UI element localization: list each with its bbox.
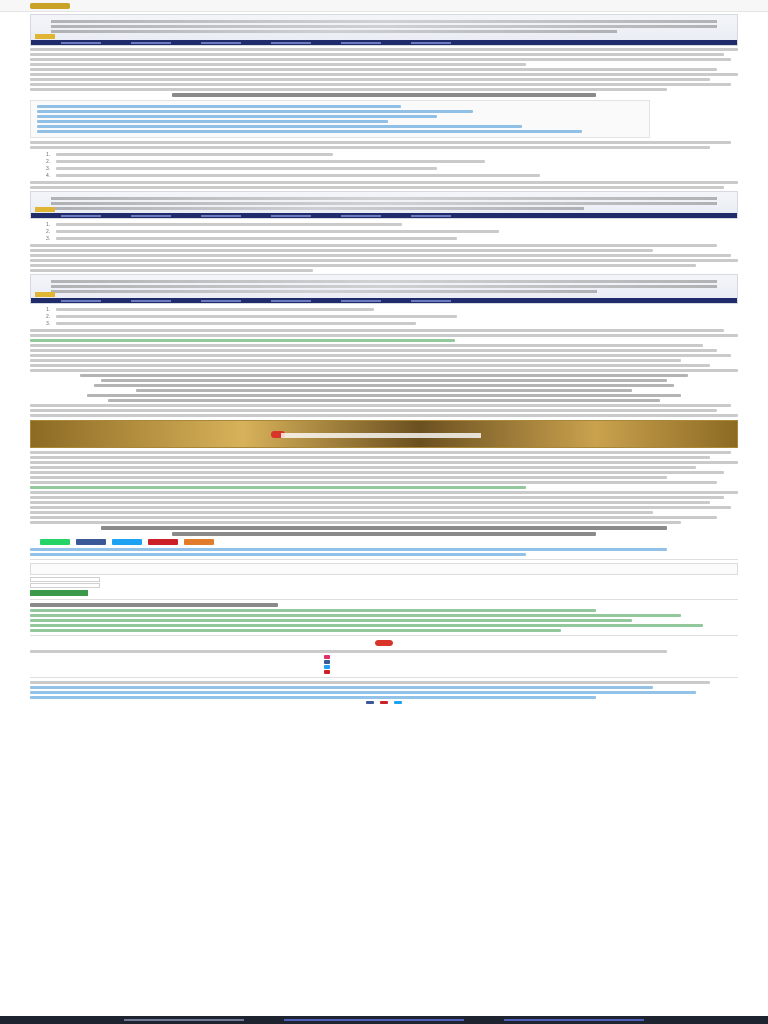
ordered-list: 1. 2. 3. 4. <box>30 151 738 179</box>
facebook-icon[interactable] <box>366 701 374 704</box>
toc-item[interactable] <box>37 130 582 133</box>
youtube-icon[interactable] <box>375 640 393 646</box>
closing-paragraph <box>30 491 738 536</box>
top-bar <box>0 0 768 12</box>
site-logo[interactable] <box>30 3 70 9</box>
inline-image <box>30 191 738 219</box>
article-content <box>30 14 738 707</box>
featured-image <box>30 14 738 46</box>
comment-textarea[interactable] <box>30 563 738 575</box>
toc-item[interactable] <box>37 125 522 128</box>
pinterest-icon[interactable] <box>380 701 388 704</box>
social-pinterest[interactable] <box>324 670 444 674</box>
toc-item[interactable] <box>37 120 388 123</box>
whatsapp-icon[interactable] <box>40 539 70 545</box>
table-of-contents <box>30 100 650 138</box>
facebook-icon[interactable] <box>76 539 106 545</box>
post-comment-button[interactable] <box>30 590 88 596</box>
ordered-list: 1. 2. 3. <box>30 306 738 327</box>
inline-image <box>30 274 738 304</box>
twitter-icon[interactable] <box>394 701 402 704</box>
email-field[interactable] <box>30 583 100 588</box>
pinterest-icon[interactable] <box>148 539 178 545</box>
social-links <box>324 655 444 674</box>
mail-icon[interactable] <box>184 539 214 545</box>
share-buttons <box>40 539 738 545</box>
toc-item[interactable] <box>37 105 401 108</box>
toc-item[interactable] <box>37 115 437 118</box>
recent-posts <box>30 681 738 699</box>
name-field[interactable] <box>30 577 100 582</box>
toc-item[interactable] <box>37 110 473 113</box>
follow-us-icons <box>30 701 738 704</box>
site-footer <box>0 1016 768 1024</box>
twitter-icon[interactable] <box>112 539 142 545</box>
related-links <box>30 548 738 556</box>
sidebar-links <box>30 603 738 632</box>
ordered-list: 1. 2. 3. <box>30 221 738 242</box>
quote-block <box>30 374 738 402</box>
social-facebook[interactable] <box>324 660 444 664</box>
dua-banner-image <box>30 420 738 448</box>
intro-paragraph <box>30 48 738 97</box>
social-twitter[interactable] <box>324 665 444 669</box>
social-instagram[interactable] <box>324 655 444 659</box>
